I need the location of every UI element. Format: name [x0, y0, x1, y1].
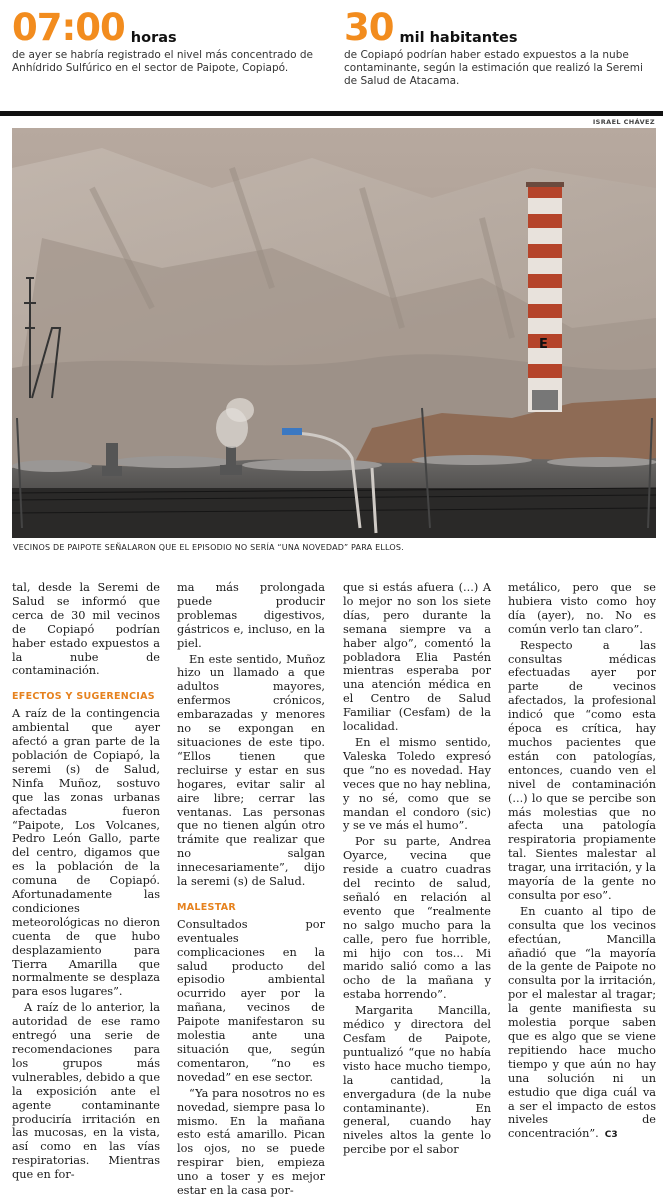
- photo-credit: ISRAEL CHÁVEZ: [592, 118, 655, 126]
- photo-caption: VECINOS DE PAIPOTE SEÑALARON QUE EL EPISODIO NO SERÍA “UNA NOVEDAD” PARA ELLOS.: [13, 543, 404, 552]
- article-column-1: [12, 581, 160, 1184]
- article-column-2: [177, 581, 325, 1200]
- paragraph: [508, 905, 656, 1143]
- paragraph: ma más prolongada puede producir problemas digestivos, gástricos e, incluso, en la piel.: [177, 581, 325, 650]
- paragraph: metálico, pero que se hubiera visto como hoy día (ayer), no. No es común verlo tan claro”.: [508, 581, 656, 636]
- paragraph: tal, desde la Seremi de Salud se informó que cerca de 30 mil vecinos de Copiapó podrían haber estado expuestos a la nube de contaminación.: [12, 581, 160, 678]
- stat-inhabitants-unit: mil habitantes: [399, 30, 518, 46]
- end-mark: C3: [604, 1130, 618, 1141]
- paragraph: En el mismo sentido, Valeska Toledo expresó que “no es novedad. Hay veces que no hay neblina, y no sé, como que se mandan el condoro (sic) y se ve más el humo”.: [343, 735, 491, 833]
- paragraph: “Ya para nosotros no es novedad, siempre pasa lo mismo. En la mañana esto está amarillo. Pican los ojos, no se puede respirar bien, empieza uno a toser y es mejor estar en la casa por-: [177, 1086, 325, 1198]
- paragraph-text: En cuanto al tipo de consulta que los vecinos efectúan, Mancilla añadió que “la mayoría de la gente de Paipote no consulta por la irritación, por el malestar al tragar; la gente manifiesta su molestia porque saben que es algo que se viene repitiendo hace mucho tiempo y que aún no hay una solución ni un estudio que diga cuál va a ser el impacto de estos niveles de concentración”.: [508, 904, 656, 1141]
- stat-hours: [12, 8, 330, 75]
- subheading-efectos: EFECTOS Y SUGERENCIAS: [12, 691, 155, 703]
- paragraph: Consultados por eventuales complicaciones en la salud producto del episodio ambiental ocurrido ayer por la mañana, vecinos de Paipote manifestaron su molestia ante una situación que, según comentaron, “no es novedad” en ese sector.: [177, 917, 325, 1084]
- stat-inhabitants-number: 30: [344, 6, 394, 49]
- chimney-letter: E: [539, 337, 548, 352]
- smelter-landscape-image: [12, 128, 656, 538]
- stat-inhabitants: [344, 8, 654, 88]
- stat-hours-description: de ayer se habría registrado el nivel más concentrado de Anhídrido Sulfúrico en el sector de Paipote, Copiapó.: [12, 49, 313, 74]
- paragraph: A raíz de lo anterior, la autoridad de ese ramo entregó una serie de recomendaciones para los grupos más vulnerables, debido a que la exposición ante el agente contaminante produciría irritación en las mucosas, en la vista, así como en las vías respiratorias. Mientras que en for-: [12, 1001, 160, 1182]
- section-divider: [0, 111, 663, 116]
- stat-hours-number: 07:00: [12, 6, 125, 49]
- paragraph: En este sentido, Muñoz hizo un llamado a que adultos mayores, enfermos crónicos, embarazadas y menores no se expongan en situaciones de este tipo. “Ellos tienen que recluirse y estar en sus hogares, evitar salir al aire libre; cerrar las ventanas. Las personas que no tienen algún otro trámite que realizar que no salgan innecesariamente”, dijo la seremi (s) de Salud.: [177, 652, 325, 889]
- stat-hours-unit: horas: [130, 30, 177, 46]
- paragraph: Respecto a las consultas médicas efectuadas ayer por parte de vecinos afectados, la profesional indicó que “como esta época es crítica, hay muchos pacientes que están con patologías, entonces, cuando ven el nivel de contaminación (...) lo que se percibe son más molestias que no afecta una patología respiratoria propiamente tal. Sientes malestar al tragar, una irritación, y la mayoría de la gente no consulta por eso”.: [508, 638, 656, 902]
- subheading-malestar: MALESTAR: [177, 901, 237, 913]
- paragraph: A raíz de la contingencia ambiental que ayer afectó a gran parte de la población de Copiapó, la seremi (s) de Salud, Ninfa Muñoz, sostuvo que las zonas urbanas afectadas fueron “Paipote, Los Volcanes, Pedro León Gallo, parte del centro, digamos que es la población de la comuna de Copiapó. Afortunadamente las condiciones meteorológicas no dieron cuenta de que hubo desplazamiento para Tierra Amarilla que normalmente se desplaza para esos lugares”.: [12, 707, 160, 999]
- paragraph: Margarita Mancilla, médico y directora del Cesfam de Paipote, puntualizó “que no había visto hace mucho tiempo, la cantidad, la envergadura (de la nube contaminante). En general, cuando hay niveles altos la gente lo percibe por el sabor: [343, 1004, 491, 1157]
- paragraph: que si estás afuera (...) A lo mejor no son los siete días, pero durante la semana siempre va a haber algo”, comentó la pobladora Elia Pastén mientras esperaba por una atención médica en el Centro de Salud Familiar (Cesfam) de la localidad.: [343, 581, 491, 734]
- paragraph: Por su parte, Andrea Oyarce, vecina que reside a cuatro cuadras del recinto de salud, señaló en relación al evento que “realmente no salgo mucho para la calle, pero fue horrible, mi hijo con tos... Mi marido salió como a las ocho de la mañana y estaba horrendo”.: [343, 835, 491, 1002]
- article-column-3: [343, 581, 491, 1159]
- stat-inhabitants-description: de Copiapó podrían haber estado expuestos a la nube contaminante, según la estimación que realizó la Seremi de Salud de Atacama.: [344, 49, 643, 87]
- news-photo: [12, 128, 656, 538]
